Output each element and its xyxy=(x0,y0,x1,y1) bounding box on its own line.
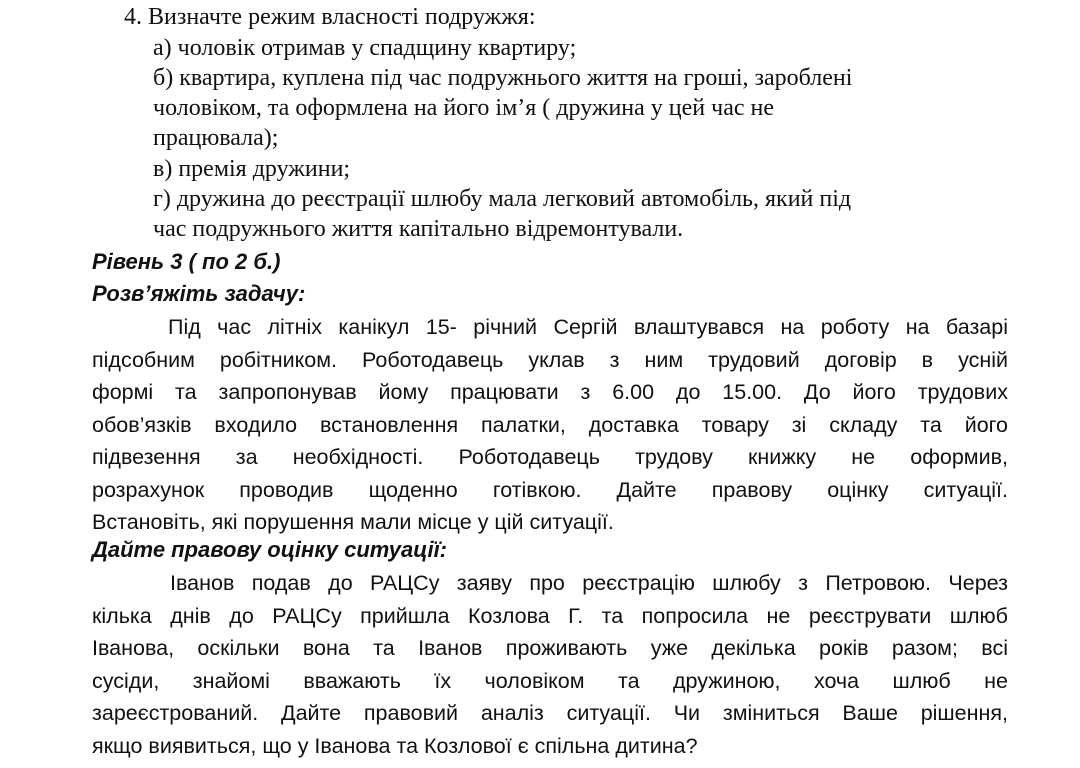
assessment-line: зареєстрований. Дайте правовий аналіз ситуації. Чи зміниться Ваше рішення, xyxy=(92,701,1008,725)
question-4-option-a: а) чоловік отримав у спадщину квартиру; xyxy=(153,35,577,61)
question-4-option-b-line-3: працювала); xyxy=(153,125,279,151)
task-line: підвезення за необхідності. Роботодавець трудову книжку не оформив, xyxy=(92,445,1008,469)
task-line: обов’язків входило встановлення палатки, доставка товару зі складу та його xyxy=(92,412,1008,437)
assessment-line: кілька днів до РАЦСу прийшла Козлова Г. та попросила не реєструвати шлюб xyxy=(92,603,1008,628)
assessment-line: сусіди, знайомі вважають їх чоловіком та дружиною, хоча шлюб не xyxy=(92,668,1008,693)
task-heading: Розв’яжіть задачу: xyxy=(92,281,306,306)
task-line: Встановіть, які порушення мали місце у цій ситуації. xyxy=(92,510,614,534)
question-4-option-d-line-1: г) дружина до реєстрації шлюбу мала легковий автомобіль, який під xyxy=(153,186,852,212)
task-paragraph xyxy=(92,311,1008,539)
question-4-title: 4. Визначте режим власності подружжя: xyxy=(124,4,536,30)
assessment-line: якщо виявиться, що у Іванова та Козлової є спільна дитина? xyxy=(92,733,698,758)
assessment-line: Іванова, оскільки вона та Іванов проживають уже декілька років разом; всі xyxy=(92,636,1008,660)
level-3-heading: Рівень 3 ( по 2 б.) xyxy=(92,249,281,274)
question-4-option-d-line-2: час подружнього життя капітально відремонтували. xyxy=(153,216,684,242)
task-line: Під час літніх канікул 15- річний Сергій влаштувався на роботу на базарі xyxy=(168,315,1008,339)
task-line: розрахунок проводив щоденно готівкою. Дайте правову оцінку ситуації. xyxy=(92,477,1008,502)
question-4-option-c: в) премія дружини; xyxy=(153,156,351,182)
task-line: підсобним робітником. Роботодавець уклав з ним трудовий договір в усній xyxy=(92,347,1008,372)
assessment-line: Іванов подав до РАЦСу заяву про реєстрацію шлюбу з Петровою. Через xyxy=(170,571,1008,595)
assessment-heading: Дайте правову оцінку ситуації: xyxy=(92,537,448,562)
question-4-option-b-line-2: чоловіком, та оформлена на його ім’я ( дружина у цей час не xyxy=(153,95,775,121)
task-line: формі та запропонував йому працювати з 6.00 до 15.00. До його трудових xyxy=(92,380,1008,404)
question-4-option-b-line-1: б) квартира, куплена під час подружнього життя на гроші, зароблені xyxy=(153,65,853,91)
assessment-paragraph xyxy=(92,567,1008,762)
